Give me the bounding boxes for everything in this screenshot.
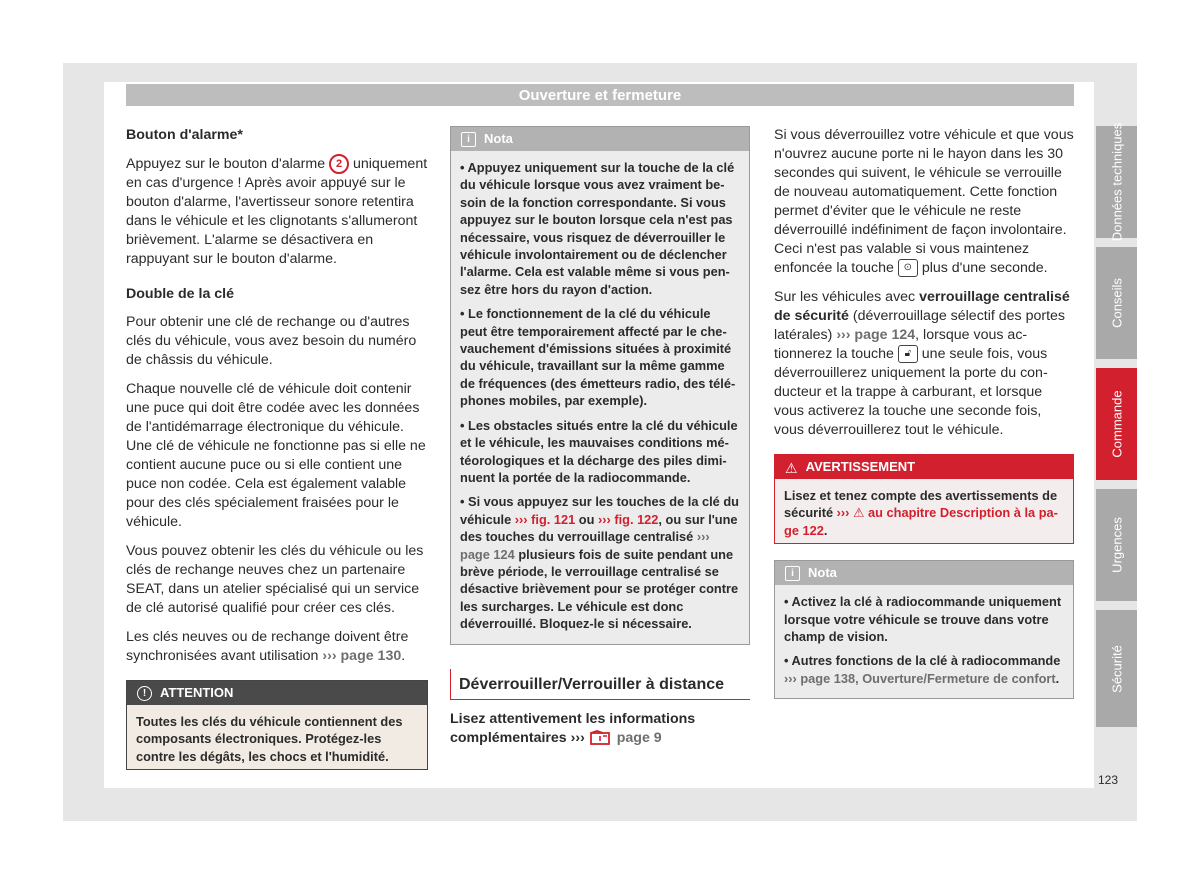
link-page-124-b[interactable]: ››› page 124: [836, 327, 916, 343]
warning-box: [774, 454, 1074, 544]
column-3: [774, 126, 1074, 699]
paragraph-sync: Les clés neuves ou de rechange doivent être synchronisées avant utilisation ››› page 130.: [126, 629, 409, 664]
nota-bullet: • Appuyez uniquement sur la touche de la clé du véhicule lorsque vous avez vraiment besoin de la fonction correspondante. Si vous appuyez sur le bouton lorsque cela n'est pas nécessaire, vous risquez de déverrouiller le véhicule involontairement ou de déclencher l'alarme. Cela est valable même si vous pensez être hors du rayon d'action.: [460, 160, 735, 297]
nota-bullet: • Les obstacles situés entre la clé du véhicule et le véhicule, les mauvaises conditions météorologiques et la décharge des piles diminuent la portée de la radiocommande.: [460, 417, 738, 485]
nota-body-1: [451, 151, 749, 644]
paragraph-alarm: Appuyez sur le bouton d'alarme 2 uniquement en cas d'urgence ! Après avoir appuyé sur le bouton d'alarme, l'avertisseur sonore retentira dans le véhicule et les clignotants s'allumeront brièvement. L'alarme se désactivera en rappuyant sur le bouton d'alarme.: [126, 155, 428, 267]
attention-text: Toutes les clés du véhicule contiennent des composants électroniques. Protégez-les contre les dégâts, les chocs et l'humidité.: [136, 714, 403, 764]
paragraph-seat-partner: Vous pouvez obtenir les clés du véhicule ou les clés de rechange neuves chez un partenaire SEAT, dans un atelier spécialisé qui un service de clé autorisé qualifié pour créer ces clés.: [126, 543, 424, 616]
link-page-9[interactable]: page 9: [616, 729, 662, 746]
nota-bullet: • Si vous appuyez sur les touches de la clé du véhicule ››› fig. 121 ou ››› fig. 122, ou sur l'une des touches du verrouillage centralisé ››› page 124 plusieurs fois de suite pendant une brève période, le verrouillage centralisé se désactive brièvement pour se protéger contre les surcharges. Le véhicule est donc déverrouillé. Bloquez-le si nécessaire.: [460, 494, 739, 632]
link-fig-121[interactable]: ››› fig. 121: [514, 511, 576, 527]
heading-spare-key: Double de la clé: [126, 286, 235, 302]
paragraph-central-locking: Sur les véhicules avec verrouillage centralisé de sécurité (déverrouillage sélectif des portes latérales) ››› page 124, lorsque vous actionnerez la touche 🔓︎ une seule fois, vous déverrouillerez uniquement la porte du conducteur et la trappe à carburant, et lorsque vous activerez la touche une seconde fois, vous déverrouillerez tout le véhicule.: [774, 289, 1070, 438]
attention-box: [126, 680, 428, 770]
link-page-124[interactable]: ››› page 124: [460, 529, 710, 562]
column-1: [126, 126, 428, 770]
link-fig-122[interactable]: ››› fig. 122: [597, 511, 659, 527]
nota-bullet: • Autres fonctions de la clé à radiocommande ››› page 138, Ouverture/Fermeture de confort.: [784, 653, 1061, 686]
link-page-130[interactable]: ››› page 130: [322, 648, 402, 664]
nota-bullet: • Le fonctionnement de la clé du véhicule peut être temporairement affecté par le chevauchement d'émissions situées à proximité du véhicule, travaillant sur la même gamme de fréquences (des émetteurs radio, des téléphones mobiles, par exemple).: [460, 306, 736, 409]
attention-header: ! ATTENTION: [127, 681, 427, 705]
page-number: 123: [1098, 773, 1119, 787]
nota-bullet: • Activez la clé à radiocommande uniquement lorsque votre véhicule se trouve dans votre champ de vision.: [784, 594, 1062, 645]
nota-header-2: i Nota: [775, 561, 1073, 585]
warning-text: Lisez et tenez compte des avertissements de sécurité ››› ⚠ au chapitre Description à la page 122.: [784, 488, 1058, 538]
subheading-remote-unlock: Déverrouiller/Verrouiller à distance: [450, 669, 750, 700]
callout-number-icon: 2: [329, 154, 349, 174]
link-page-138[interactable]: ››› page 138, Ouverture/Fermeture de confort: [784, 670, 1056, 686]
nota-body-2: [775, 585, 1073, 698]
warning-header: ⚠ AVERTISSEMENT: [775, 455, 1073, 479]
nota-box-1: [450, 126, 750, 645]
tab-conseils[interactable]: Conseils: [1096, 247, 1137, 359]
tab-urgences[interactable]: Urgences: [1096, 489, 1137, 601]
lock-key-icon: 🔓︎: [898, 345, 918, 363]
info-circle-icon: !: [137, 686, 152, 701]
info-icon: i: [461, 132, 476, 147]
nota-header-1: i Nota: [451, 127, 749, 151]
paragraph-chip: Chaque nouvelle clé de véhicule doit contenir une puce qui doit être codée avec les données de l'antidémarrage électronique du véhicule. Une clé de véhicule ne fonctionne pas si elle ne contient aucune puce ou si elle contient une puce non codée. Cela est également valable pour des clés spécialement fraisées pour le véhicule.: [126, 381, 426, 530]
section-header: Ouverture et fermeture: [126, 84, 1074, 106]
warning-triangle-icon: ⚠: [785, 459, 798, 476]
tab-securite[interactable]: Sécurité: [1096, 610, 1137, 727]
column-2: [450, 126, 750, 758]
heading-alarm-button: Bouton d'alarme*: [126, 127, 243, 143]
paragraph-read-more: Lisez attentivement les informations complémentaires ››› page 9: [450, 710, 696, 746]
link-chapter-description[interactable]: ››› ⚠ au chapitre Description à la page 122: [784, 505, 1058, 538]
paragraph-chassis: Pour obtenir une clé de rechange ou d'autres clés du véhicule, vous avez besoin du numéro de châssis du véhicule.: [126, 314, 417, 368]
nota-box-2: [774, 560, 1074, 699]
tab-commande[interactable]: Commande: [1096, 368, 1137, 480]
book-icon: [589, 730, 613, 746]
info-icon: i: [785, 566, 800, 581]
paragraph-auto-relock: Si vous déverrouillez votre véhicule et que vous n'ouvrez aucune porte ni le hayon dans les 30 secondes qui suivent, le véhicule se verrouille de nouveau automatiquement. Cette fonction permet d'éviter que le véhicule ne reste déverrouillé indéfiniment de façon involontaire. Ceci n'est pas valable si vous maintenez enfoncée la touche ⊙ plus d'une seconde.: [774, 127, 1074, 276]
car-unlock-key-icon: ⊙: [898, 259, 918, 277]
tab-technical-data[interactable]: Données techniques: [1096, 126, 1137, 238]
